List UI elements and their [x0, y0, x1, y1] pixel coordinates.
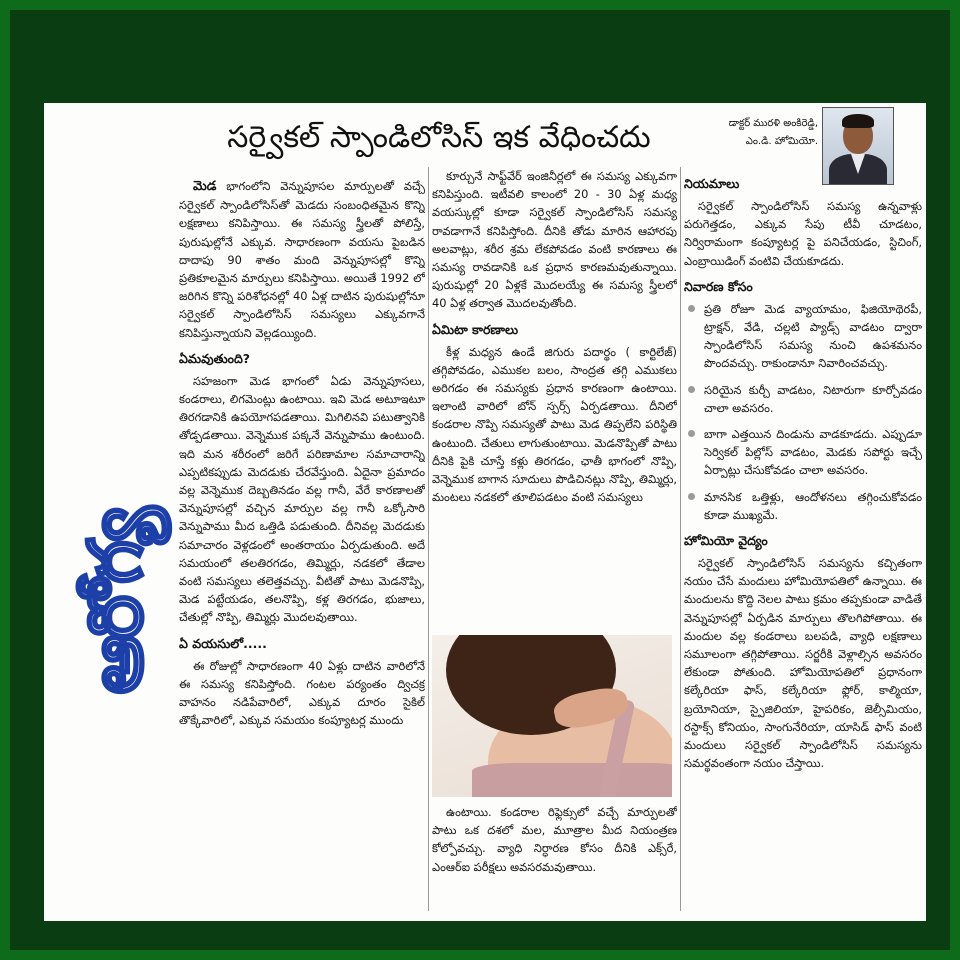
subheading-causes: ఏమిటా కారణాలు — [432, 321, 519, 337]
author-credentials: ఎం.డి. హోమియో. — [745, 136, 818, 147]
paragraph: కూర్చునే సాఫ్ట్‌వేర్ ఇంజినీర్లలో ఈ సమస్య ఎక్కువగా కనిపిస్తుంది. ఇటీవలి కాలంలో 20 - 30 ఏళ్ల మధ్య వయస్కుల్లో కూడా సర్వైకల్ స్పాండిలోసిస్ సమస్య రావడాగానే కనిపిస్తోంది. దీనికి తోడు మారిన ఆహారపు అలవాట్లు, శరీర శ్రమ లేకపోవడం వంటి కారణాలు ఈ సమస్య రావడానికి ఒక ప్రధాన కారణమవుతున్నాయి. పురుషుల్లో 20 ఏళ్లకే మొదలయ్యే ఈ సమస్య స్త్రీలలో 40 ఏళ్ల తర్వాత మొదలవుతోంది. — [432, 169, 677, 311]
article-column-1 — [179, 177, 425, 917]
intro-text: భాగంలోని వెన్నుపూసల మార్పులతో వచ్చే సర్వైకల్ స్పాండిలోసిస్‌తో మెడదు సంబంధితమైన కొన్ని లక్షణాలు కనిపిస్తాయి. ఈ సమస్య స్త్రీలతో పోలిస్తే, పురుషుల్లోనే ఎక్కువ. సాధారణంగా వయసు పైబడిన దాదాపు 90 శాతం మంది వెన్నుపూసల్లో కొన్ని ప్రతికూలమైన మార్పులు కనిపిస్తాయి. అయితే 1992 లో జరిగిన కొన్ని పరిశోధనల్లో 40 ఏళ్ల దాటిన పురుషుల్లోనూ సర్వైకల్ స్పాండిలోసిస్ సమస్యలు ఎక్కువగానే కనిపిస్తున్నాయని వెల్లడయ్యింది. — [179, 179, 425, 340]
subheading-which-age: ఏ వయసులో..... — [179, 635, 267, 651]
list-item: మానసిక ఒత్తిళ్లు, ఆందోళనలు తగ్గించుకోవడం కూడా ముఖ్యమే. — [684, 488, 922, 524]
author-name: డాక్టర్ మురళి అంకిరెడ్డి, — [728, 118, 818, 129]
section-masthead — [56, 323, 176, 883]
paragraph: ఉంటాయి. కండరాల రిఫ్లెక్సులో వచ్చే మార్పులతో పాటు ఒక దశలో మల, మూత్రాల మీద నియంత్రణ కోల్పోవచ్చు. వ్యాధి నిర్ధారణ కోసం దీనికి ఎక్స్‌రే, ఎంఆర్‌ఐ పరీక్షలు అవసరమవుతాయి. — [432, 805, 677, 874]
paragraph: ఈ రోజుల్లో సాధారణంగా 40 ఏళ్లు దాటిన వారిలోనే ఈ సమస్య కనిపిస్తోంది. గంటల పర్యంతం ద్విచక్ర వాహనం నడిపేవారిలో, ఎక్కువ దూరం సైకిల్ తొక్కేవారిలో, ఎక్కువ సమయం కంప్యూటర్ల ముందు — [179, 658, 425, 728]
subheading-prevention: నివారణ కోసం — [684, 278, 753, 294]
article-column-3 — [684, 167, 922, 917]
neck-pain-photo — [432, 635, 672, 797]
list-item: ప్రతి రోజూ మెడ వ్యాయామం, ఫిజియోథెరపీ, ట్రాక్షన్, వేడి, చల్లటి ప్యాడ్స్ వాడటం ద్వారా స్పాండిలోసిస్ సమస్య నుంచి ఉపశమనం పొందవచ్చు. రాకుండానూ నివారించవచ్చు. — [684, 300, 922, 373]
paragraph: సహజంగా మెడ భాగంలో ఏడు వెన్నుపూసలు, కండరాలు, లిగమెంట్లు ఉంటాయి. ఇవి మెడ అటూఇటూ తిరగడానికి ఉపయోగపడతాయి. మిగిలినవి పటుత్వానికి తోడ్పడతాయి. వెన్నెముక పక్కనే వెన్నుపాము ఉంటుంది. ఇది మన శరీరంలో జరిగే పరిణామాల సమాచారాన్ని ఎప్పటికప్పుడు మెదడుకు చేరవేస్తుంది. ఏదైనా ప్రమాదం వల్ల వెన్నెముక దెబ్బతినడం వల్ల గానీ, వేరే కారణాలతో వెన్నుపూసల్లో వచ్చిన మార్పుల వల్ల గానీ ఒక్కోసారి వెన్నుపాము మీద ఒత్తిడి పడుతుంది. దీనివల్ల మెదడుకు సమాచారం వెళ్లడంలో అంతరాయం ఏర్పడుతుంది. అదే సమయంలో తలతిరగడం, తిమ్మిర్లు, నడకలో తేడాల వంటి సమస్యలు తలెత్తవచ్చు. వీటితో పాటు మెడనొప్పి, మెడ పట్టేయడం, తలనొప్పి, కళ్ల తిరగడం, భుజాలు, చేతుల్లో నొప్పి, తిమ్మిర్లు మొదలవుతాయి. — [179, 373, 425, 625]
paragraph: కీళ్ల మధ్యన ఉండే జిగురు పదార్థం ( కార్టిలేజ్) తగ్గిపోవడం, ఎముకల బలం, సాంద్రత తగ్గి ఎముకలు అరిగడం ఈ సమస్యకు ప్రధాన కారణంగా ఉంటాయి. ఇలాంటి వారిలో బోన్ స్పర్స్ ఏర్పడతాయి. దీనిలో కండరాల నొప్పి సమస్యతో పాటు మెడ తిప్పలేని పరిస్థితి ఉంటుంది. చేతులు లాగుతుంటాయి. మెడనొప్పితో పాటు దీనికి పైకి చూస్తే కళ్లు తిరగడం, ఛాతీ భాగంలో నొప్పి, వెన్నెముక బాగాన సూదులు పొడిచినట్లు నొప్పి, తిమ్మిర్లు, మంటలు నడకలో తూలిపడటం వంటి సమస్యలు — [432, 344, 677, 505]
article-column-2-continued — [432, 803, 677, 913]
prevention-list — [684, 300, 922, 524]
list-item: బాగా ఎత్తయిన దిండును వాడకూడదు. ఎప్పుడూ సెర్వికల్ పిల్లోస్ వాడటం, మెడకు సపోర్టు ఇచ్చే ఏర్పాట్లు చేసుకోవడం చాలా అవసరం. — [684, 425, 922, 480]
paragraph: సర్వైకల్ స్పాండిలోసిస్ సమస్య ఉన్నవాళ్లు పరుగెత్తడం, ఎక్కువ సేపు టీవీ చూడటం, నిర్విరామంగా కంప్యూటర్ల పై పనిచేయడం, స్టిచింగ్, ఎంబ్రాయిడింగ్ వంటివి చేయకూడదు. — [684, 199, 922, 268]
lead-word: మెడ — [193, 179, 217, 194]
paragraph: సర్వైకల్ స్పాండిలోసిస్ సమస్యను కచ్చితంగా నయం చేసే మందులు హోమియోపతిలో ఉన్నాయి. ఈ మందులను కొద్ది నెలల పాటు క్రమం తప్పకుండా వాడితే వెన్నుపూసల్లో ఏర్పడిన మార్పులు తొలగిపోతాయి. ఈ మందుల వల్ల కండరాలు బలపడి, వ్యాధి లక్షణాలు సమూలంగా తగ్గిపోతాయి. సర్జరీకి వెళ్లాల్సిన అవసరం లేకుండా పోతుంది. హోమియోపతిలో ప్రధానంగా కల్కేరియా ఫాస్, కల్కేరియా ఫ్లోర్, కాల్మియా, బ్రయోనియా, స్పైజిలియా, హైపరికం, జెల్సీమియం, రస్టాక్స్ కోనియం, సాంగునేరియా, యాసిడ్ ఫాస్ వంటి మందులు సర్వైకల్ స్పాండిలోసిస్ సమస్యను సమర్థవంతంగా నయం చేస్తాయి. — [684, 556, 922, 771]
masthead-title: ఆరోగ్య — [73, 511, 159, 695]
subheading-homeo-treatment: హోమియో వైద్యం — [684, 533, 768, 549]
article-headline: సర్వైకల్ స్పాండిలోసిస్ ఇక వేధించదు — [227, 120, 651, 155]
subheading-rules: నియమాలు — [684, 176, 740, 191]
author-byline — [708, 115, 818, 151]
newspaper-clipping — [44, 103, 926, 921]
column-divider — [680, 167, 681, 911]
list-item: సరియైన కుర్చీ వాడటం, నిటారుగా కూర్చోవడం చాలా అవసరం. — [684, 381, 922, 417]
page-border — [10, 10, 950, 950]
article-column-2 — [432, 167, 677, 637]
column-divider — [428, 167, 429, 911]
subheading-what-happens: ఏమవుతుంది? — [179, 350, 251, 366]
